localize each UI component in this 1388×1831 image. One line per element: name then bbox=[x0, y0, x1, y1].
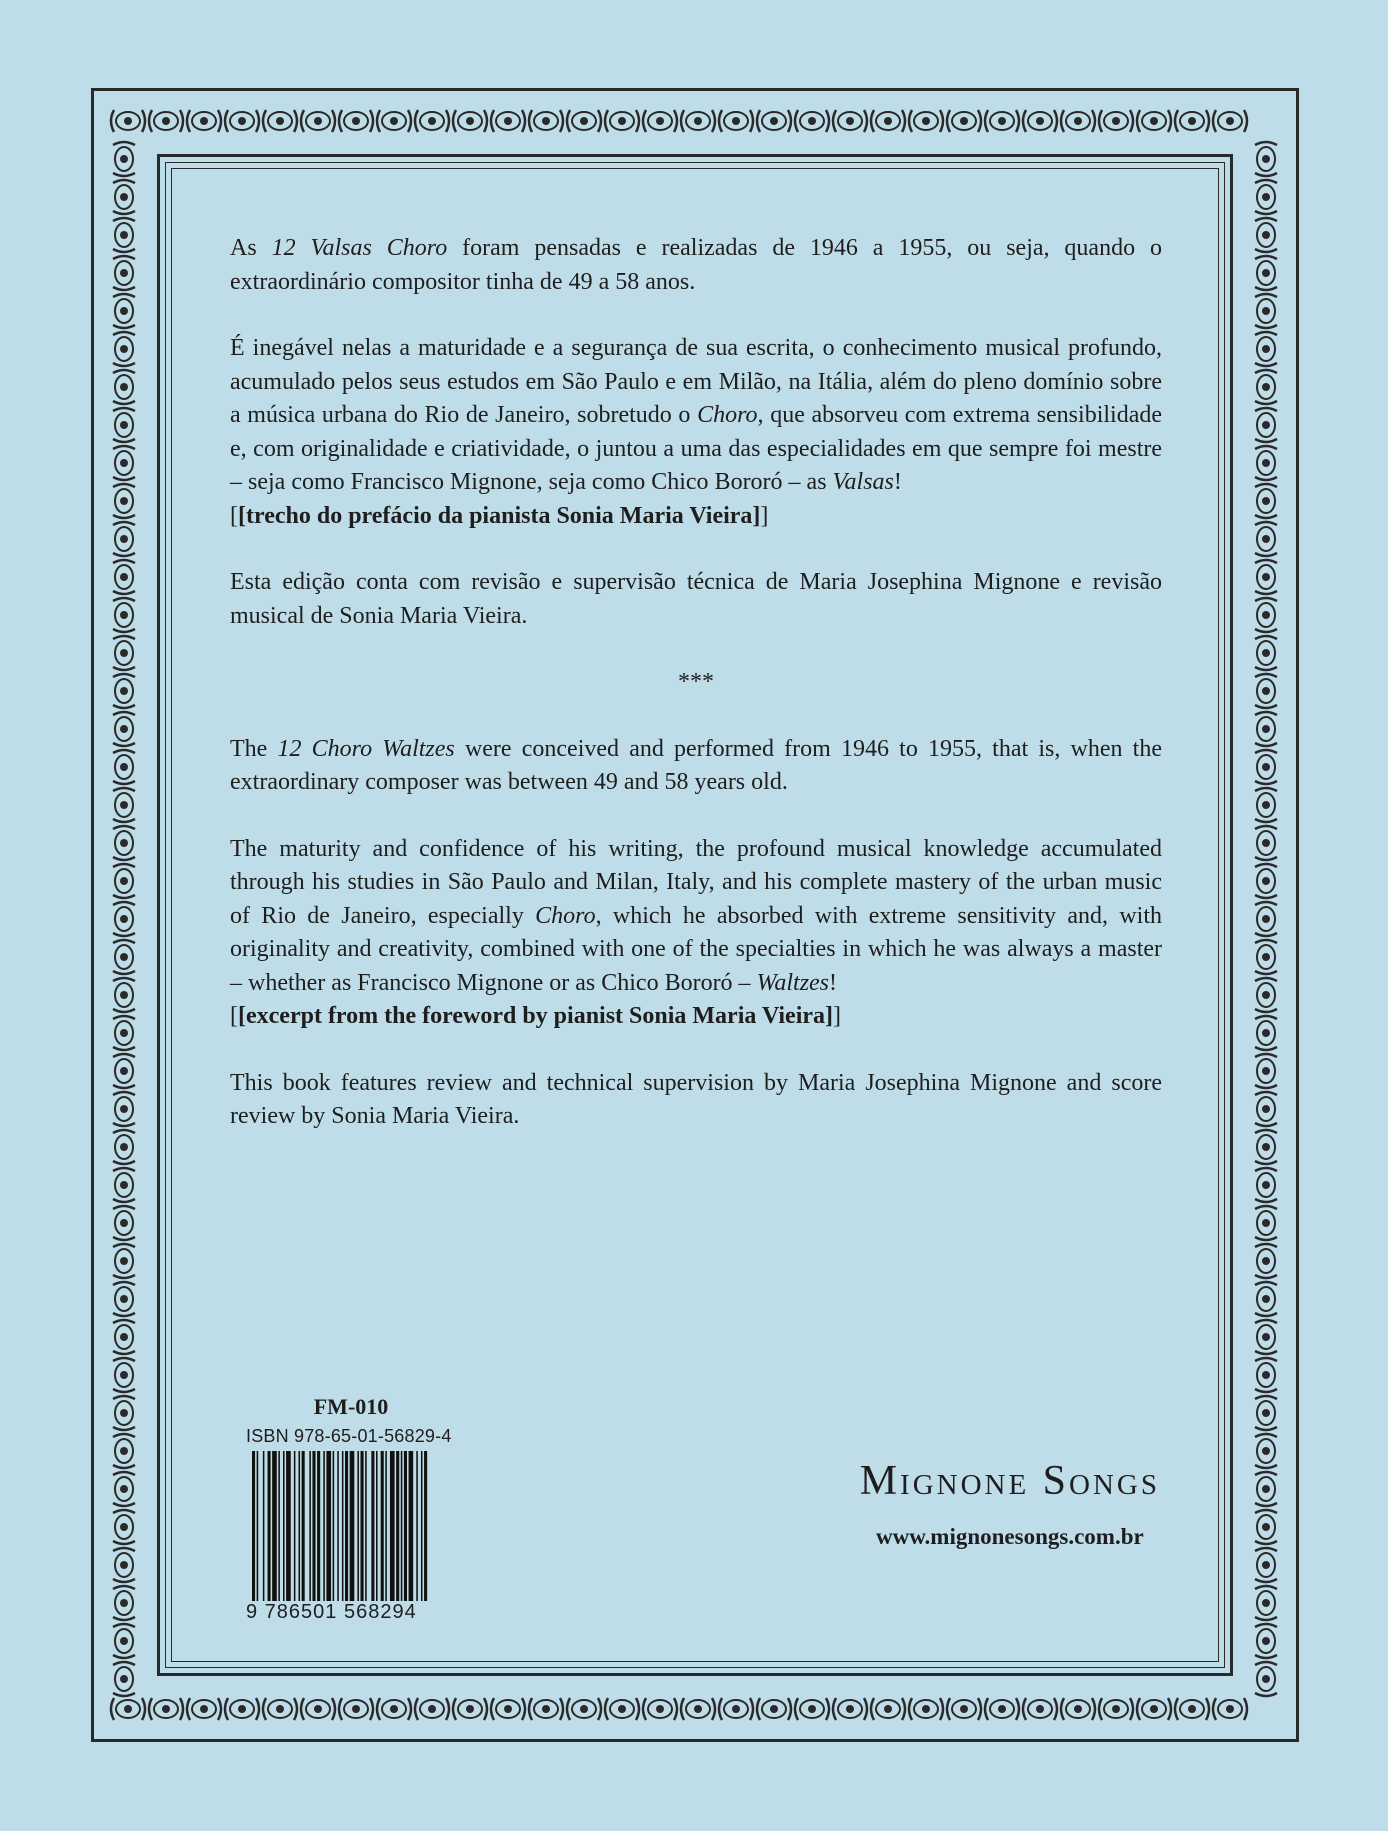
ornament-motif bbox=[871, 110, 905, 132]
ornament-motif bbox=[1255, 1130, 1277, 1164]
ornament-motif bbox=[1255, 1624, 1277, 1658]
ornament-motif bbox=[1255, 1548, 1277, 1582]
ornament-motif bbox=[1255, 560, 1277, 594]
ornament-motif bbox=[529, 1698, 563, 1720]
ornament-motif bbox=[985, 110, 1019, 132]
ornament-motif bbox=[833, 1698, 867, 1720]
ornament-motif bbox=[377, 110, 411, 132]
ornament-motif bbox=[113, 1244, 135, 1278]
ornament-motif bbox=[113, 1434, 135, 1468]
publisher-website: www.mignonesongs.com.br bbox=[875, 1524, 1144, 1549]
ornament-motif bbox=[909, 1698, 943, 1720]
ornament-motif bbox=[1255, 294, 1277, 328]
ornament-motif bbox=[113, 1320, 135, 1354]
ornament-motif bbox=[113, 256, 135, 290]
ornament-motif bbox=[681, 1698, 715, 1720]
ornament-motif bbox=[113, 1206, 135, 1240]
en-paragraph-2: The maturity and confidence of his writing, the profound musical knowledge accumulated through his studies in São Paulo and Milan, Italy, and his complete mastery of the urban music of Rio de Janeiro, especially Choro, which he absorbed with extreme sensitivity and, with originality and creativity, combined with one of the specialties in which he was always a master – whether as Francisco Mignone or as Chico Bororó – Waltzes! [[excerpt from the foreword by pianist Sonia Maria Vieira]] bbox=[230, 835, 1162, 1029]
ornament-motif bbox=[113, 636, 135, 670]
ornament-motif bbox=[113, 1130, 135, 1164]
ornament-motif bbox=[1061, 1698, 1095, 1720]
section-separator: *** bbox=[678, 669, 714, 695]
ornament-motif bbox=[1255, 256, 1277, 290]
ornament-motif bbox=[113, 332, 135, 366]
back-cover-text bbox=[230, 232, 1162, 1167]
pt-paragraph-3: Esta edição conta com revisão e supervisão técnica de Maria Josephina Mignone e revisão musical de Sonia Maria Vieira. bbox=[230, 569, 1162, 629]
ornament-motif bbox=[1255, 218, 1277, 252]
ornament-motif bbox=[1255, 1586, 1277, 1620]
ornament-motif bbox=[757, 110, 791, 132]
ornament-motif bbox=[225, 110, 259, 132]
ornament-motif bbox=[113, 1168, 135, 1202]
ornament-motif bbox=[113, 788, 135, 822]
ornament-motif bbox=[1255, 1434, 1277, 1468]
ornament-motif bbox=[113, 218, 135, 252]
ornament-motif bbox=[1255, 1282, 1277, 1316]
ornament-motif bbox=[1255, 750, 1277, 784]
ornament-motif bbox=[113, 484, 135, 518]
ornament-motif bbox=[113, 598, 135, 632]
ornament-motif bbox=[187, 110, 221, 132]
ornament-motif bbox=[1255, 636, 1277, 670]
ornament-motif bbox=[113, 750, 135, 784]
pt-paragraph-2: É inegável nelas a maturidade e a segurança de sua escrita, o conhecimento musical profundo, acumulado pelos seus estudos em São Paulo e em Milão, na Itália, além do pleno domínio sobre a música urbana do Rio de Janeiro, sobretudo o Choro, que absorveu com extrema sensibilidade e, com originalidade e criatividade, o juntou a uma das especialidades em que sempre foi mestre – seja como Francisco Mignone, seja como Chico Bororó – as Valsas! [[trecho do prefácio da pianista Sonia Maria Vieira]] bbox=[230, 335, 1163, 529]
ornament-motif bbox=[567, 110, 601, 132]
ornament-motif bbox=[1255, 598, 1277, 632]
ornament-motif bbox=[1213, 110, 1247, 132]
ornament-motif bbox=[1255, 1016, 1277, 1050]
ornament-motif bbox=[605, 110, 639, 132]
ornament-motif bbox=[1255, 370, 1277, 404]
ornament-motif bbox=[113, 674, 135, 708]
ornament-motif bbox=[263, 110, 297, 132]
ornament-motif bbox=[113, 180, 135, 214]
ornament-motif bbox=[947, 1698, 981, 1720]
ornament-motif bbox=[871, 1698, 905, 1720]
isbn-block bbox=[246, 1394, 456, 1624]
ornament-motif bbox=[1255, 1206, 1277, 1240]
ornament-motif bbox=[643, 110, 677, 132]
ornament-motif bbox=[1175, 110, 1209, 132]
ornament-motif bbox=[339, 1698, 373, 1720]
ornament-motif bbox=[113, 978, 135, 1012]
ornament-motif bbox=[113, 864, 135, 898]
ornament-motif bbox=[113, 1282, 135, 1316]
ornament-motif bbox=[529, 110, 563, 132]
ornament-motif bbox=[415, 110, 449, 132]
ornament-motif bbox=[113, 902, 135, 936]
ornament-motif bbox=[113, 294, 135, 328]
ornament-motif bbox=[113, 560, 135, 594]
ornament-motif bbox=[1255, 522, 1277, 556]
ornament-motif bbox=[1255, 1396, 1277, 1430]
ornament-motif bbox=[111, 1698, 145, 1720]
ornament-motif bbox=[1137, 1698, 1171, 1720]
ornament-motif bbox=[113, 408, 135, 442]
ornament-motif bbox=[1255, 712, 1277, 746]
ornament-motif bbox=[113, 940, 135, 974]
ornament-motif bbox=[1255, 826, 1277, 860]
ornament-motif bbox=[1255, 142, 1277, 176]
ornament-motif bbox=[113, 1092, 135, 1126]
catalog-code: FM-010 bbox=[313, 1394, 389, 1419]
ornament-motif bbox=[113, 1624, 135, 1658]
ornament-motif bbox=[1255, 940, 1277, 974]
en-reference: [excerpt from the foreword by pianist Sonia Maria Vieira] bbox=[238, 1003, 834, 1029]
ornament-motif bbox=[643, 1698, 677, 1720]
ornament-motif bbox=[833, 110, 867, 132]
ornament-motif bbox=[1255, 1168, 1277, 1202]
ornament-motif bbox=[453, 110, 487, 132]
ornament-motif bbox=[567, 1698, 601, 1720]
ornament-motif bbox=[415, 1698, 449, 1720]
ornament-motif bbox=[1255, 484, 1277, 518]
ornament-motif bbox=[113, 1396, 135, 1430]
ornament-motif bbox=[1255, 864, 1277, 898]
ornament-motif bbox=[1255, 674, 1277, 708]
ornament-motif bbox=[113, 1662, 135, 1696]
ornament-motif bbox=[1175, 1698, 1209, 1720]
ornament-motif bbox=[1255, 408, 1277, 442]
ornament-motif bbox=[301, 1698, 335, 1720]
ornament-motif bbox=[1255, 332, 1277, 366]
ornament-motif bbox=[1255, 180, 1277, 214]
ornament-motif bbox=[113, 1358, 135, 1392]
ornament-motif bbox=[719, 110, 753, 132]
ornament-motif bbox=[1255, 1472, 1277, 1506]
ornament-motif bbox=[149, 110, 183, 132]
ornament-motif bbox=[339, 110, 373, 132]
ornament-motif bbox=[795, 110, 829, 132]
pt-paragraph-1: As 12 Valsas Choro foram pensadas e realizadas de 1946 a 1955, ou seja, quando o extraordinário compositor tinha de 49 a 58 anos. bbox=[230, 235, 1163, 295]
ornament-motif bbox=[1255, 1054, 1277, 1088]
ornament-motif bbox=[985, 1698, 1019, 1720]
ornament-motif bbox=[1255, 1358, 1277, 1392]
ornament-motif bbox=[681, 110, 715, 132]
ornament-motif bbox=[113, 522, 135, 556]
ornament-motif bbox=[1099, 110, 1133, 132]
ornament-motif bbox=[605, 1698, 639, 1720]
ornament-motif bbox=[947, 110, 981, 132]
barcode-digits: 9 786501 568294 bbox=[246, 1601, 417, 1623]
ornament-motif bbox=[263, 1698, 297, 1720]
ornament-motif bbox=[187, 1698, 221, 1720]
en-paragraph-3: This book features review and technical supervision by Maria Josephina Mignone and score review by Sonia Maria Vieira. bbox=[230, 1069, 1162, 1129]
isbn-label: ISBN 978-65-01-56829-4 bbox=[246, 1426, 452, 1446]
ornament-motif bbox=[1255, 1662, 1277, 1696]
ornament-motif bbox=[1255, 1244, 1277, 1278]
ornament-motif bbox=[909, 110, 943, 132]
ornament-motif bbox=[113, 1054, 135, 1088]
ornament-motif bbox=[1255, 788, 1277, 822]
ornament-motif bbox=[113, 1548, 135, 1582]
ornament-motif bbox=[1061, 110, 1095, 132]
ornament-motif bbox=[1137, 110, 1171, 132]
ornament-motif bbox=[225, 1698, 259, 1720]
ornament-motif bbox=[491, 1698, 525, 1720]
ornament-motif bbox=[1255, 1092, 1277, 1126]
ornament-motif bbox=[113, 1586, 135, 1620]
ornament-motif bbox=[1255, 1510, 1277, 1544]
ornament-motif bbox=[1023, 110, 1057, 132]
ornament-motif bbox=[111, 110, 145, 132]
ornament-motif bbox=[1255, 1320, 1277, 1354]
ornament-motif bbox=[301, 110, 335, 132]
ornament-motif bbox=[1023, 1698, 1057, 1720]
ornament-motif bbox=[1099, 1698, 1133, 1720]
ornament-motif bbox=[1255, 446, 1277, 480]
en-paragraph-1: The 12 Choro Waltzes were conceived and performed from 1946 to 1955, that is, when the extraordinary composer was between 49 and 58 years old. bbox=[230, 735, 1162, 795]
ornament-motif bbox=[453, 1698, 487, 1720]
ornament-motif bbox=[1213, 1698, 1247, 1720]
ornament-motif bbox=[113, 1472, 135, 1506]
ornament-motif bbox=[491, 110, 525, 132]
ornament-motif bbox=[377, 1698, 411, 1720]
ornament-motif bbox=[719, 1698, 753, 1720]
ornament-motif bbox=[113, 446, 135, 480]
ornament-motif bbox=[795, 1698, 829, 1720]
publisher-brand bbox=[860, 1460, 1160, 1550]
ornament-motif bbox=[113, 142, 135, 176]
ornament-motif bbox=[113, 370, 135, 404]
ornament-motif bbox=[149, 1698, 183, 1720]
ornament-motif bbox=[1255, 978, 1277, 1012]
publisher-name: Mignone Songs bbox=[859, 1458, 1160, 1504]
pt-reference: [trecho do prefácio da pianista Sonia Maria Vieira] bbox=[238, 502, 761, 529]
ornament-motif bbox=[1255, 902, 1277, 936]
ornament-motif bbox=[757, 1698, 791, 1720]
ornament-motif bbox=[113, 1510, 135, 1544]
ornament-motif bbox=[113, 712, 135, 746]
barcode bbox=[246, 1451, 456, 1601]
ornament-motif bbox=[113, 826, 135, 860]
ornament-motif bbox=[113, 1016, 135, 1050]
